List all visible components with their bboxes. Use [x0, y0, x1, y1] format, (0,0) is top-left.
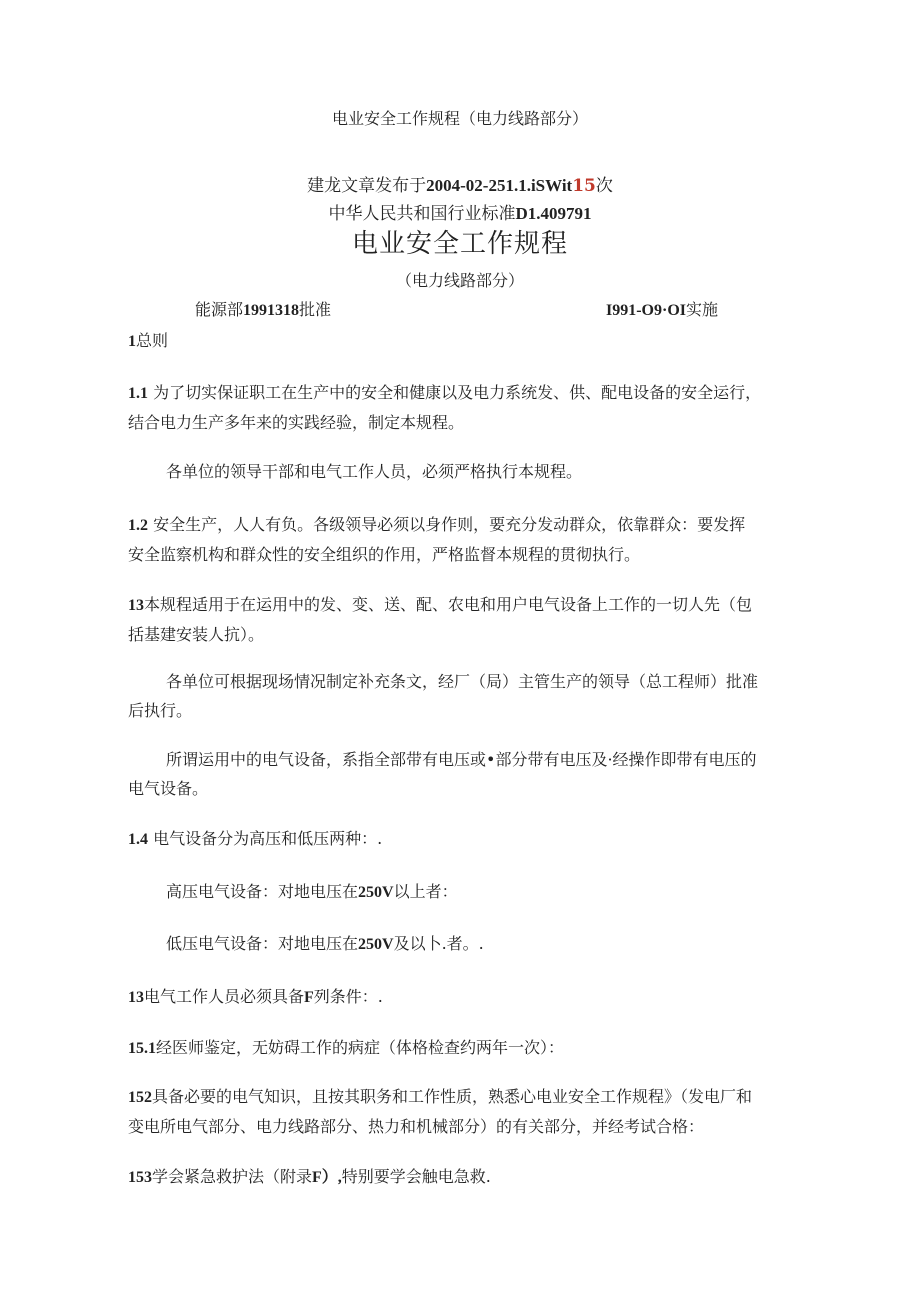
effective-label: 实施	[686, 300, 719, 319]
effective-date: I991-O9·OI	[606, 302, 687, 319]
standard-line	[0, 204, 920, 224]
approval-dept: 能源部	[195, 300, 244, 319]
clause-glyph: F	[304, 989, 314, 1006]
publish-info	[0, 176, 920, 196]
clause-text: 特别要学会触电急救.	[341, 1167, 491, 1186]
clause-1-1	[128, 378, 808, 437]
clause-text: 结合电力生产多年来的实践经验，制定本规程。	[128, 413, 465, 432]
clause-text: 以上者：	[393, 882, 458, 901]
clause-text: 电气设备。	[128, 779, 209, 798]
approval-label: 批准	[299, 300, 332, 319]
high-voltage-def	[128, 877, 808, 907]
clause-text: 括基建安装人抗）。	[128, 625, 265, 644]
clause-1-2	[128, 510, 808, 569]
clause-text: 电气工作人员必须具备	[144, 987, 305, 1006]
clause-number: 1.4	[128, 831, 148, 848]
standard-code: D1.409791	[515, 204, 592, 223]
clause-glyph: F）,	[312, 1169, 342, 1186]
clause-number: 152	[128, 1089, 152, 1106]
section-title: 总则	[136, 331, 169, 350]
view-count: 15	[572, 176, 596, 196]
clause-text: 具备必要的电气知识，且按其职务和工作性质，熟悉心电业安全工作规程》（发电厂和	[152, 1087, 753, 1106]
clause-text: 变电所电气部分、电力线路部分、热力和机械部分）的有关部分，并经考试合格：	[128, 1117, 705, 1136]
voltage-value: 250V	[358, 884, 394, 901]
approval-right	[606, 300, 718, 321]
clause-1-1-note: 各单位的领导干部和电气工作人员，必须严格执行本规程。	[166, 462, 583, 481]
clause-text: 电气设备分为高压和低压两种：.	[148, 829, 383, 848]
publish-suffix: 次	[595, 176, 613, 196]
publish-date: 2004-02-251.1.iSWit	[426, 176, 573, 195]
clause-text: 高压电气设备：对地电压在	[166, 882, 359, 901]
clause-1-3	[128, 590, 808, 649]
section-number: 1	[128, 333, 136, 350]
clause-number: 13	[128, 597, 144, 614]
clause-1-5-3	[128, 1162, 808, 1192]
clause-text: 安全监察机构和群众性的安全组织的作用，严格监督本规程的贯彻执行。	[128, 545, 641, 564]
section-heading	[128, 331, 168, 352]
clause-text: 所谓运用中的电气设备，系指全部带有电压或•部分带有电压及·经操作即带有电压的	[166, 750, 757, 769]
clause-number: 1.1	[128, 385, 148, 402]
clause-1-5	[128, 982, 808, 1012]
approval-date: 1991318	[243, 302, 300, 319]
clause-text: 为了切实保证职工在生产中的安全和健康以及电力系统发、供、配电设备的安全运行，	[148, 383, 762, 402]
clause-1-3-supplement	[128, 667, 808, 725]
clause-text: 低压电气设备：对地电压在	[166, 934, 359, 953]
standard-prefix: 中华人民共和国行业标准	[328, 204, 516, 224]
low-voltage-def	[128, 929, 808, 959]
clause-text: 安全生产，人人有负。各级领导必须以身作则，要充分发动群众，依靠群众：要发挥	[148, 515, 746, 534]
header-title: 电业安全工作规程（电力线路部分）	[331, 109, 588, 128]
voltage-value: 250V	[358, 936, 394, 953]
clause-number: 13	[128, 989, 144, 1006]
clause-text: 列条件：.	[313, 987, 383, 1006]
clause-1-4	[128, 824, 808, 854]
clause-text: 本规程适用于在运用中的发、变、送、配、农电和用户电气设备上工作的一切人先（包	[144, 595, 753, 614]
clause-text: 后执行。	[128, 701, 193, 720]
subtitle: （电力线路部分）	[395, 271, 524, 290]
publish-prefix: 建龙文章发布于	[307, 176, 427, 196]
clause-number: 1.2	[128, 517, 148, 534]
clause-1-5-2	[128, 1082, 808, 1141]
clause-text: 学会紧急救护法（附录	[152, 1167, 313, 1186]
clause-1-5-1	[128, 1033, 808, 1063]
clause-text: 及以卜.者。.	[393, 934, 484, 953]
clause-number: 153	[128, 1169, 152, 1186]
clause-number: 15.1	[128, 1040, 156, 1057]
main-title: 电业安全工作规程	[351, 229, 568, 259]
clause-text: 经医师鉴定，无妨碍工作的病症（体格检查约两年一次）：	[156, 1038, 565, 1057]
clause-text: 各单位可根据现场情况制定补充条文，经厂（局）主管生产的领导（总工程师）批准	[166, 672, 759, 691]
approval-left	[195, 300, 331, 321]
clause-1-3-definition	[128, 745, 808, 803]
